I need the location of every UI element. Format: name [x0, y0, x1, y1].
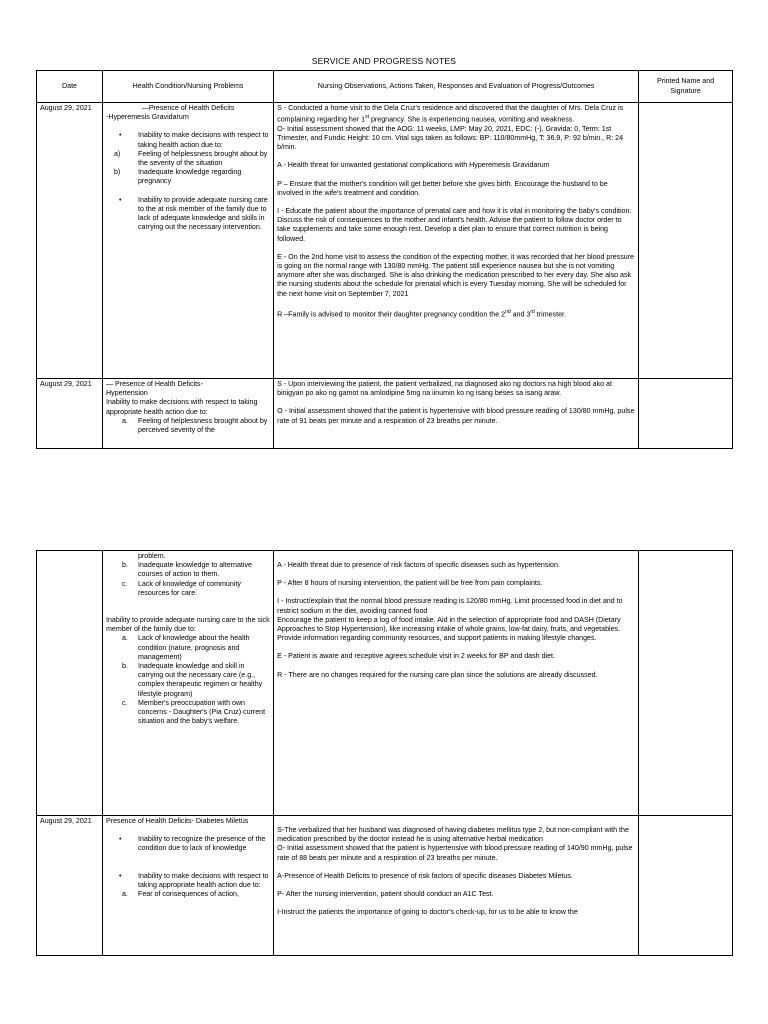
- list-item: • Inability to make decisions with respect to taking appropriate health action due to:: [118, 871, 269, 889]
- list-item: b. Inadequate knowledge and skill in carrying out the necessary care (e.g., complex therapeutic regimen or healthy lifestyle program): [121, 662, 263, 698]
- row-date: August 29, 2021: [37, 103, 103, 379]
- row-observations: [274, 816, 639, 956]
- list-item: • Inability to make decisions with respect to taking health action due to:: [118, 131, 269, 149]
- header-signature: Printed Name and Signature: [639, 71, 733, 103]
- list-item: a) Feeling of helplessness brought about by the severity of the situation: [113, 149, 268, 168]
- soapie-p: P - After 8 hours of nursing intervention, the patient will be free from pain complaints.: [277, 579, 543, 588]
- list-item: • Inability to recognize the presence of the condition due to lack of knowledge: [118, 835, 266, 853]
- table-row: [37, 816, 733, 956]
- row-condition: —Presence of Health Deficits -Hyperemesis Gravidarum • Inability to make decisions with respect to taking health action due to: a) Feeling of helplessness brought about by the severity of the situation b) Inadequate knowledge regarding pregnancy • Inability to provide adequate nursing care to the at risk member of the family due to lack of adequate knowledge and skills in carrying out the necessary intervention.: [102, 103, 273, 379]
- soapie-e: E - Patient is aware and receptive agrees schedule visit in 2 weeks for BP and dash diet.: [277, 652, 556, 661]
- list-item: • Inability to provide adequate nursing care to the at risk member of the family due to lack of adequate knowledge and skills in carrying out the necessary intervention.: [118, 195, 268, 232]
- table-row: [37, 551, 733, 816]
- row-date: August 29, 2021: [37, 816, 103, 956]
- list-item: c. Lack of knowledge of community resources for care.: [121, 579, 241, 597]
- soapie-o: O- Initial assessment showed that the patient is hypertensive with blood pressure reading of 140/90 mmHg, pulse rate of 88 beats per minute and a respiration of 23 breaths per minute.: [277, 844, 633, 862]
- soapie-p: P- After the nursing intervention, patient should conduct an A1C Test.: [277, 890, 494, 899]
- list-item: b) Inadequate knowledge regarding pregnancy: [113, 168, 242, 186]
- soapie-s: S-The verbalized that her husband was diagnosed of having diabetes mellitus type 2, but non-compliant with the medication prescribed by the doctor instead he is using alternative herbal medication: [277, 826, 629, 844]
- soapie-o: O - Initial assessment showed that the patient is hypertensive with blood pressure reading of 130/80 mmHg, pulse rate of 91 beats per minute and a respiration of 23 breaths per minute.: [277, 407, 635, 425]
- soapie-s: S - Upon interviewing the patient, the patient verbalized, na diagnosed ako ng doctors na high blood ako at binigyan po ako ng gamot na amlodipine 5mg na iinumin ko ng isang beses sa isang araw.: [277, 380, 612, 398]
- row-observations: [274, 551, 639, 816]
- progress-notes-table: [36, 70, 733, 449]
- soapie-r: R - There are no changes required for the nursing care plan since the solutions are already discussed.: [277, 670, 598, 679]
- row-date: August 29, 2021: [37, 379, 103, 449]
- soapie-i: I - Educate the patient about the importance of prenatal care and how it is vital in monitoring the baby's condition. Discuss the risk of consequences to the mother and infant's health. Advise the patient to follow doctor order to take supplements and take some enough rest. Develop a diet plan to ensure that correct nutrition is being followed.: [277, 206, 632, 243]
- soapie-a: A-Presence of Health Deficits to presence of risk factors of specific diseases Diabetes Miletus.: [277, 871, 573, 880]
- list-item: a. Lack of knowledge about the health condition (nature, prognosis and management): [121, 634, 250, 661]
- table-header-row: [37, 71, 733, 103]
- header-date: Date: [37, 71, 103, 103]
- list-item: b. Inadequate knowledge to alternative courses of action to them.: [121, 561, 252, 579]
- row-signature: [639, 103, 733, 379]
- row-condition: — Presence of Health Deficits- Hypertension Inability to make decisions with respect to taking appropriate health action due to: a. Feeling of helplessness brought about by perceived severity of the: [102, 379, 273, 449]
- row-signature: [639, 816, 733, 956]
- row-signature: [639, 379, 733, 449]
- header-condition: Health Condition/Nursing Problems: [102, 71, 273, 103]
- progress-notes-table-continued: [36, 550, 733, 956]
- header-observations: Nursing Observations, Actions Taken, Responses and Evaluation of Progress/Outcomes: [274, 71, 639, 103]
- row-observations: [274, 379, 639, 449]
- soapie-a: A - Health threat for unwanted gestational complications with Hyperemesis Gravidarum: [277, 161, 550, 170]
- row-observations: [274, 103, 639, 379]
- table-row: [37, 379, 733, 449]
- table-row: [37, 103, 733, 379]
- soapie-p: P – Ensure that the mother's condition will get better before she gives birth. Encourage the husband to be involved in the wife's treatment and condition.: [277, 179, 608, 197]
- soapie-r: R –Family is advised to monitor their daughter pregnancy condition the 2nd and 3rd trimester.: [277, 308, 566, 319]
- page-title: SERVICE AND PROGRESS NOTES: [311, 56, 457, 66]
- soapie-a: A - Health threat due to presence of risk factors of specific diseases such as hypertension.: [277, 561, 560, 569]
- list-item: a. Feeling of helplessness brought about by perceived severity of the: [121, 416, 268, 435]
- row-date: [37, 551, 103, 816]
- soapie-o: O- Initial assessment showed that the AOG: 11 weeks, LMP: May 20, 2021, EDC: (-), Gravida: 0, Term: 1st Trimester, and Fundic Height: 10 cm. Vital sigs taken as follows: BP: 110/80mmHg, T: 36.9, P: 92 b/min., R: 24 b/min.: [277, 124, 624, 152]
- soapie-e: E - On the 2nd home visit to assess the condition of the expecting mother, it was recorded that her blood pressure is going on the normal range with 130/80 mmHg. The patient still experience nausea but she is not vomiting anymore after she was discharged. She is also drinking the medication prescribed to her every day. She also ask the nursing students about the schedule for prenatal which is every Tuesday morning. She will be scheduled for the next home visit on September 7, 2021: [277, 252, 634, 298]
- row-signature: [639, 551, 733, 816]
- soapie-i-continued: Encourage the patient to keep a log of food intake. Aid in the selection of appropriate food and DASH (Dietary Approaches to Stop Hypertension), like increasing intake of whole grains, low-fat dairy, fruits, and vegetables. Provide information regarding community resources, and support patients in making lifestyle changes.: [277, 615, 621, 643]
- soapie-s: S - Conducted a home visit to the Dela Cruz's residence and discovered that the daughter of Mrs. Dela Cruz is complaining regarding her 1st pregnancy. She is experiencing nausea, vomiting and weakness.: [277, 104, 624, 124]
- soapie-i: I-Instruct the patients the importance of going to doctor's check-up, for us to be able to know the: [277, 908, 578, 917]
- list-item: a. Fear of consequences of action,: [121, 890, 239, 899]
- list-item: c. Member's preoccupation with own concerns - Daughter's (Pia Cruz) current situation and the baby's welfare.: [121, 698, 266, 726]
- row-condition: Presence of Health Deficits- Diabetes Miletus • Inability to recognize the presence of the condition due to lack of knowledge • Inability to make decisions with respect to taking appropriate health action due to: a. Fear of consequences of action,: [102, 816, 273, 956]
- soapie-i: I - Instruct/explain that the normal blood pressure reading is 120/80 mmHg. Limit processed food in diet and to restrict sodium in the diet, avoiding canned food: [277, 597, 623, 615]
- row-condition: problem. b. Inadequate knowledge to alternative courses of action to them. c. Lack of knowledge of community resources for care. Inability to provide adequate nursing care to the sick member of the family due to: a. Lack of knowledge about the health condition (nature, prognosis and management) b. Inadequate knowledge and skill in carrying out the necessary care (e.g., complex therapeutic regimen or healthy lifestyle program) c. Member's preoccupation with own concerns - Daughter's (Pia Cruz) current situation and the baby's welfare.: [102, 551, 273, 816]
